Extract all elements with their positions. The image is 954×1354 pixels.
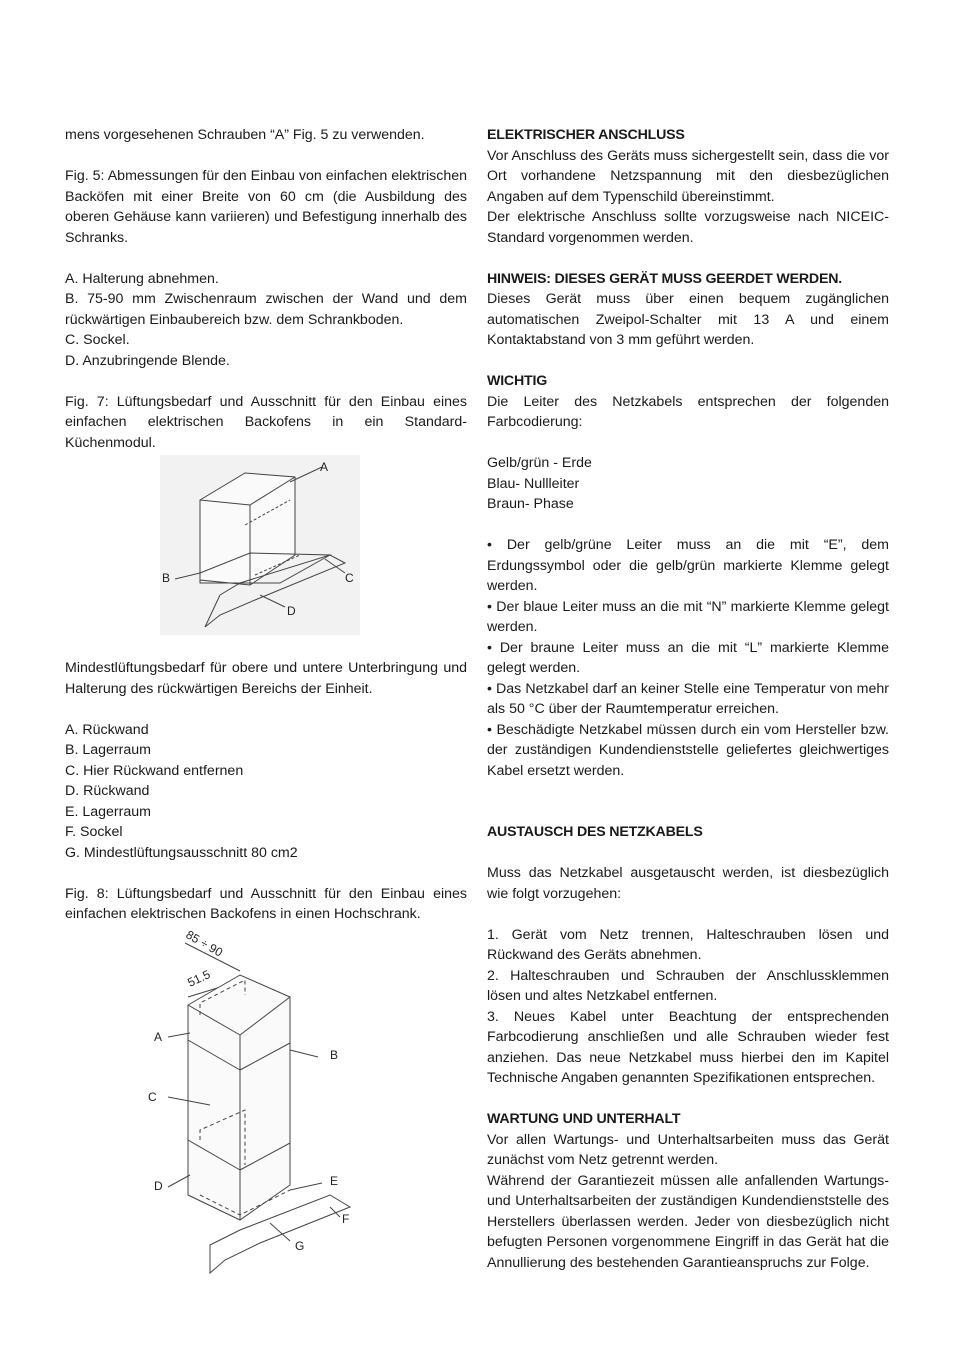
fig8-diagram (140, 925, 370, 1275)
list-item: C. Hier Rückwand entfernen (65, 762, 244, 779)
fig8-label-f: F (342, 1212, 350, 1226)
paragraph: Vor Anschluss des Geräts muss sichergestellt sein, dass die vor Ort vorhandene Netzspannung mit den diesbezüglichen Angaben auf dem Typenschild übereinstimmt. (487, 147, 889, 205)
color-code-item: Braun- Phase (487, 496, 574, 512)
fig7-svg (160, 455, 360, 635)
paragraph: Dieses Gerät muss über einen bequem zugänglichen automatischen Zweipol-Schalter mit 13 A und einem Kontaktabstand von 3 mm geführt werden. (487, 291, 889, 348)
color-code-item: Gelb/grün - Erde (487, 455, 592, 471)
heading-earthing-note: HINWEIS: DIESES GERÄT MUSS GEERDET WERDEN. (487, 270, 842, 287)
heading-important: WICHTIG (487, 373, 548, 389)
color-code-item: Blau- Nullleiter (487, 475, 580, 492)
paragraph: Die Leiter des Netzkabels entsprechen der folgenden Farbcodierung: (487, 393, 889, 430)
fig8-label-a: A (154, 1030, 163, 1044)
list-item: B. 75-90 mm Zwischenraum zwischen der Wand und dem rückwärtigen Einbaubereich bzw. dem Schrankboden. (65, 291, 467, 328)
fig8-dimension-1: 85 ÷ 90 (183, 927, 226, 960)
bullet-item: • Der blaue Leiter muss an die mit “N” markierte Klemme gelegt werden. (487, 598, 889, 635)
paragraph: mens vorgesehenen Schrauben “A” Fig. 5 zu verwenden. (65, 127, 425, 143)
fig8-svg (140, 925, 370, 1275)
list-item: A. Rückwand (65, 721, 149, 738)
fig8-label-d: D (154, 1179, 163, 1193)
fig7-label-d: D (287, 604, 296, 618)
list-item: D. Rückwand (65, 783, 150, 799)
list-item: F. Sockel (65, 824, 123, 840)
list-item: D. Anzubringende Blende. (65, 352, 230, 369)
fig7-label-c: C (345, 571, 354, 585)
fig8-label-c: C (148, 1090, 157, 1104)
fig8-caption: Fig. 8: Lüftungsbedarf und Ausschnitt für den Einbau eines einfachen elektrischen Backofens in einen Hochschrank. (65, 885, 467, 922)
step-item: 1. Gerät vom Netz trennen, Halteschrauben lösen und Rückwand des Geräts abnehmen. (487, 926, 889, 963)
paragraph: Während der Garantiezeit müssen alle anfallenden Wartungs- und Unterhaltsarbeiten der zuständigen Kundendienststelle des Herstellers überlassen werden. Jeder von diesbezüglich nicht befugten Personen vorgenommene Eingriff in das Gerät hat die Annullierung des bestehenden Garantieanspruchs zur Folge. (487, 1172, 889, 1271)
list-item: C. Sockel. (65, 332, 130, 348)
left-column (65, 125, 467, 453)
heading-maintenance: WARTUNG UND UNTERHALT (487, 1111, 681, 1127)
right-column (487, 125, 889, 1273)
heading-cable-replacement: AUSTAUSCH DES NETZKABELS (487, 824, 703, 840)
list-item: G. Mindestlüftungsausschnitt 80 cm2 (65, 844, 298, 861)
step-item: 2. Halteschrauben und Schrauben der Anschlussklemmen lösen und altes Netzkabel entfernen. (487, 967, 889, 1004)
step-item: 3. Neues Kabel unter Beachtung der entsprechenden Farbcodierung anschließen und alle Schrauben wieder fest anziehen. Das neue Netzkabel muss hierbei den im Kapitel Technische Angaben genannten Spezifikationen entsprechen. (487, 1008, 889, 1086)
left-column-2 (65, 658, 467, 925)
fig8-label-e: E (330, 1174, 339, 1188)
bullet-item: • Das Netzkabel darf an keiner Stelle eine Temperatur von mehr als 50 °C über der Raumtemperatur erreichen. (487, 680, 889, 717)
fig8-label-b: B (330, 1048, 339, 1062)
heading-electrical-connection: ELEKTRISCHER ANSCHLUSS (487, 127, 685, 143)
fig8-dimension-2: 51.5 (185, 967, 213, 990)
list-item: A. Halterung abnehmen. (65, 270, 219, 287)
bullet-item: • Der gelb/grüne Leiter muss an die mit “E”, dem Erdungssymbol oder die gelb/grün markierte Klemme gelegt werden. (487, 537, 889, 594)
bullet-item: • Der braune Leiter muss an die mit “L” markierte Klemme gelegt werden. (487, 639, 889, 676)
bullet-item: • Beschädigte Netzkabel müssen durch ein vom Hersteller bzw. der zuständigen Kundendienststelle geliefertes gleichwertiges Kabel ersetzt werden. (487, 721, 889, 779)
fig5-caption: Fig. 5: Abmessungen für den Einbau von einfachen elektrischen Backöfen mit einer Breite von 60 cm (die Ausbildung des oberen Gehäuse kann variieren) und Befestigung innerhalb des Schranks. (65, 168, 467, 246)
fig7-label-a: A (320, 460, 329, 474)
paragraph: Der elektrische Anschluss sollte vorzugsweise nach NICEIC-Standard vorgenommen werden. (487, 209, 889, 246)
fig7-diagram (160, 455, 360, 635)
paragraph: Muss das Netzkabel ausgetauscht werden, ist diesbezüglich wie folgt vorzugehen: (487, 865, 889, 902)
fig7-caption: Fig. 7: Lüftungsbedarf und Ausschnitt für den Einbau eines einfachen elektrischen Backofens in ein Standard-Küchenmodul. (65, 393, 467, 451)
fig7-label-b: B (162, 571, 171, 585)
list-item: B. Lagerraum (65, 742, 151, 758)
fig8-label-g: G (295, 1239, 305, 1253)
list-item: E. Lagerraum (65, 803, 151, 820)
paragraph: Vor allen Wartungs- und Unterhaltsarbeiten muss das Gerät zunächst vom Netz getrennt werden. (487, 1131, 889, 1168)
paragraph: Mindestlüftungsbedarf für obere und untere Unterbringung und Halterung des rückwärtigen Bereichs der Einheit. (65, 660, 467, 697)
